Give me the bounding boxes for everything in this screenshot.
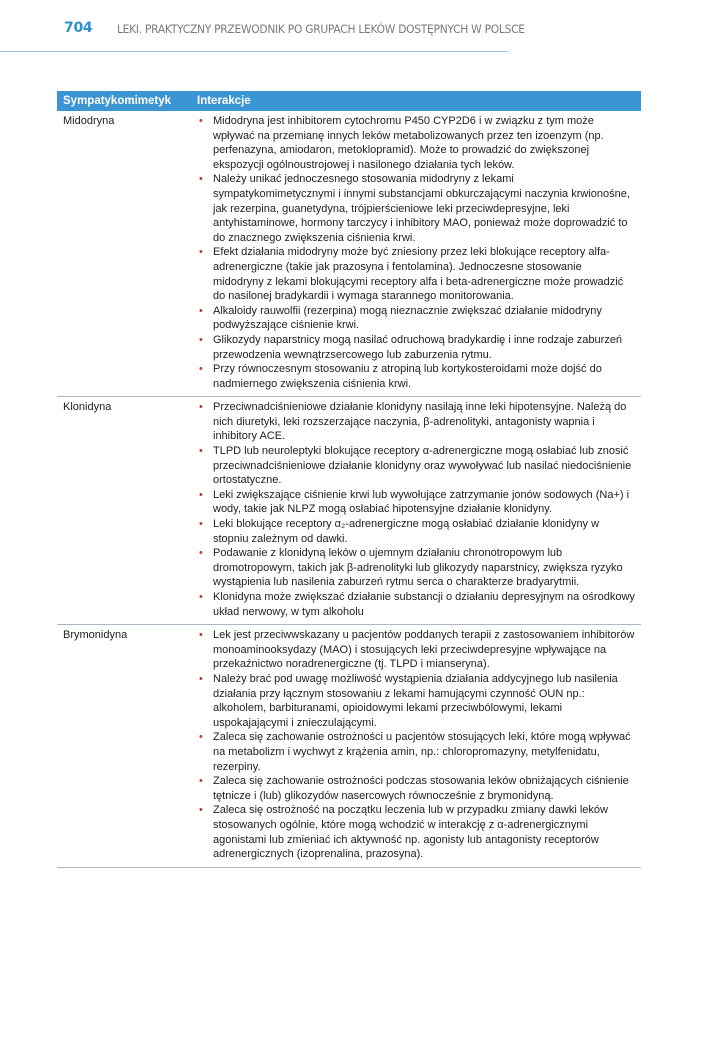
interaction-item: • Glikozydy naparstnicy mogą nasilać odruchową bradykardię i inne rodzaje zaburzeń przewodzenia wewnątrzsercowego lub zaburzenia rytmu. <box>213 333 635 362</box>
running-title: LEKI. PRAKTYCZNY PRZEWODNIK PO GRUPACH LEKÓW DOSTĘPNYCH W POLSCE <box>117 22 525 36</box>
interactions-cell <box>191 111 641 397</box>
header-divider <box>0 51 508 52</box>
interaction-item: • TLPD lub neuroleptyki blokujące receptory α-adrenergiczne mogą osłabiać lub znosić przeciwnadciśnieniowe działanie klonidyny oraz wywoływać lub nasilać niedociśnienie ortostatyczne. <box>213 444 635 488</box>
interaction-item: • Midodryna jest inhibitorem cytochromu P450 CYP2D6 i w związku z tym może wpływać na przemianę innych leków metabolizowanych przez ten izoenzym (np. perfenazyna, amiodaron, metoklopramid). Może to prowadzić do zwiększonej ekspozycji ogólnoustrojowej i nasilonego działania tych leków. <box>213 114 635 172</box>
table-header-row <box>57 91 641 111</box>
interaction-item: • Lek jest przeciwwskazany u pacjentów poddanych terapii z zastosowaniem inhibitorów monoaminooksydazy (MAO) i stosujących leki przeciwdepresyjne wpływające na przekaźnictwo noradrenergiczne (tj. TLPD i mianseryna). <box>213 628 635 672</box>
table-row <box>57 397 641 625</box>
interaction-item: • Należy unikać jednoczesnego stosowania midodryny z lekami sympatykomimetycznymi i innymi substancjami obkurczającymi naczynia krwionośne, jak rezerpina, guanetydyna, trójpierścieniowe leki przeciwdepresyjne, leki antyhistaminowe, hormony tarczycy i inhibitory MAO, ponieważ może doprowadzić to do znacznego zwiększenia ciśnienia krwi. <box>213 172 635 245</box>
column-header-interactions: Interakcje <box>191 91 641 111</box>
interaction-item: • Należy brać pod uwagę możliwość wystąpienia działania addycyjnego lub nasilenia działania przy łącznym stosowaniu z lekami hamującymi czynność OUN np.: alkoholem, barbituranami, opioidowymi lekami przeciwbólowymi, lekami uspokajającymi i znieczulającymi. <box>213 672 635 730</box>
page-header <box>0 0 728 56</box>
page-number: 704 <box>64 20 93 36</box>
interaction-item: • Zaleca się zachowanie ostrożności podczas stosowania leków obniżających ciśnienie tętnicze i (lub) glikozydów nasercowych równocześnie z brymonidyną. <box>213 774 635 803</box>
interaction-item: • Alkaloidy rauwolfii (rezerpina) mogą nieznacznie zwiększać działanie midodryny podwyższające ciśnienie krwi. <box>213 304 635 333</box>
interaction-list <box>197 628 635 862</box>
interaction-item: • Zaleca się zachowanie ostrożności u pacjentów stosujących leki, które mogą wpływać na metabolizm i wychwyt z krążenia amin, np.: chloropromazyny, metylfenidatu, rezerpiny. <box>213 730 635 774</box>
table-row <box>57 111 641 397</box>
interactions-table <box>57 91 641 868</box>
column-header-drug: Sympatykomimetyk <box>57 91 191 111</box>
interaction-item: • Zaleca się ostrożność na początku leczenia lub w przypadku zmiany dawki leków stosowanych ogólnie, które mogą wchodzić w interakcję z α-adrenergicznymi agonistami lub zmieniać ich aktywność np. agonisty lub antagonisty receptorów adrenergicznych (izoprenalina, prazosyna). <box>213 803 635 861</box>
table-row <box>57 625 641 868</box>
interactions-cell <box>191 625 641 868</box>
table-body <box>57 111 641 867</box>
interaction-item: • Przy równoczesnym stosowaniu z atropiną lub kortykosteroidami może dojść do nadmiernego zwiększenia ciśnienia krwi. <box>213 362 635 391</box>
drug-name-cell: Brymonidyna <box>57 625 191 868</box>
interaction-item: • Klonidyna może zwiększać działanie substancji o działaniu depresyjnym na ośrodkowy układ nerwowy, w tym alkoholu <box>213 590 635 619</box>
drug-name-cell: Midodryna <box>57 111 191 397</box>
interaction-item: • Przeciwnadciśnieniowe działanie klonidyny nasilają inne leki hipotensyjne. Należą do nich diuretyki, leki rozszerzające naczynia, β-adrenolityki, antagonisty wapnia i inhibitory ACE. <box>213 400 635 444</box>
drug-name-cell: Klonidyna <box>57 397 191 625</box>
interaction-list <box>197 400 635 619</box>
interaction-item: • Efekt działania midodryny może być zniesiony przez leki blokujące receptory alfa-adrenergiczne (takie jak prazosyna i fentolamina). Jednoczesne stosowanie midodryny z lekami blokującymi receptory alfa i beta-adrenergiczne może prowadzić do nasilonej bradykardii i wymaga starannego monitorowania. <box>213 245 635 303</box>
interaction-item: • Podawanie z klonidyną leków o ujemnym działaniu chronotropowym lub dromotropowym, takich jak β-adrenolityki lub glikozydy naparstnicy, zwiększa ryzyko wystąpienia lub nasilenia zaburzeń rytmu serca o charakterze bradyarytmii. <box>213 546 635 590</box>
interaction-item: • Leki zwiększające ciśnienie krwi lub wywołujące zatrzymanie jonów sodowych (Na+) i wody, takie jak NLPZ mogą osłabiać hipotensyjne działanie klonidyny. <box>213 488 635 517</box>
interactions-cell <box>191 397 641 625</box>
interaction-list <box>197 114 635 391</box>
interaction-item: • Leki blokujące receptory α₂-adrenergiczne mogą osłabiać działanie klonidyny w stopniu zależnym od dawki. <box>213 517 635 546</box>
